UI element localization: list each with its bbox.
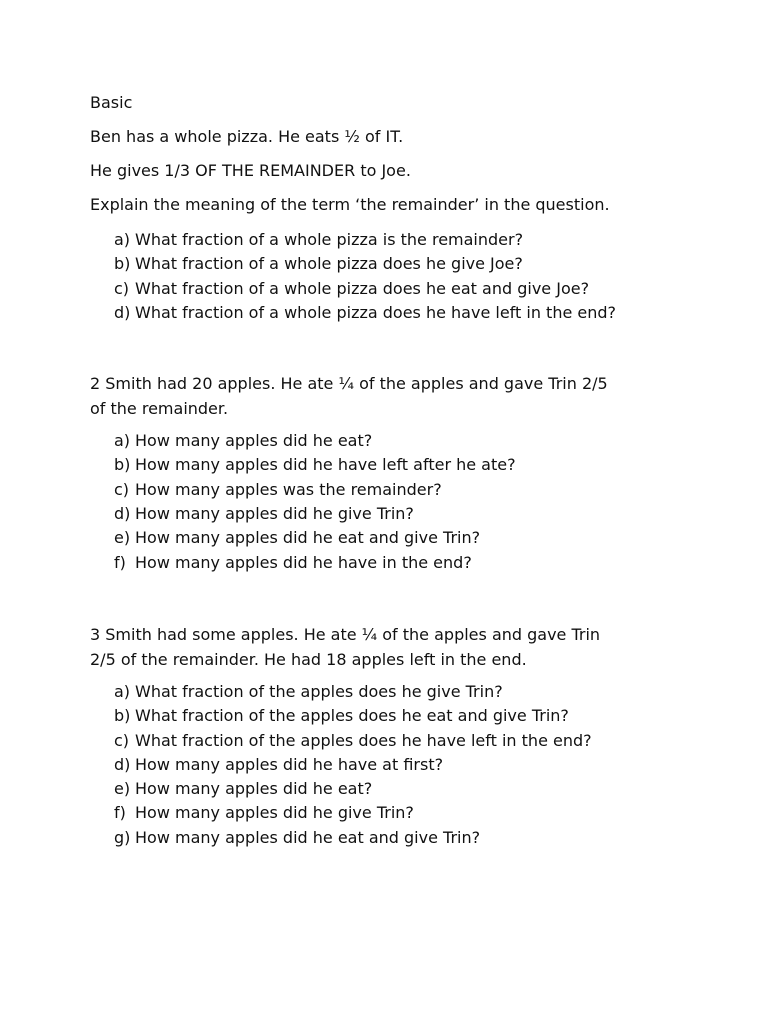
list-item-text: How many apples did he eat and give Trin?	[135, 827, 481, 847]
list-marker: b)	[114, 254, 131, 274]
list-item	[114, 801, 730, 825]
q2-subquestion-list	[90, 429, 730, 575]
list-item	[114, 252, 730, 276]
list-marker: c)	[114, 730, 130, 750]
q3-statement-line-1: 3 Smith had some apples. He ate ¼ of the apples and gave Trin	[90, 624, 601, 644]
list-item	[114, 729, 730, 753]
list-marker: f)	[114, 552, 126, 572]
list-item	[114, 453, 730, 477]
list-item	[114, 753, 730, 777]
q1-statement-line-1: Ben has a whole pizza. He eats ½ of IT.	[90, 127, 404, 146]
list-item	[114, 680, 730, 704]
list-item-text: What fraction of a whole pizza does he give Joe?	[135, 254, 523, 274]
list-marker: a)	[114, 431, 131, 451]
worksheet-page	[90, 92, 730, 850]
list-marker: b)	[114, 455, 131, 475]
list-item	[114, 526, 730, 550]
list-item	[114, 478, 730, 502]
list-marker: e)	[114, 779, 131, 799]
q2-statement-line-2: of the remainder.	[90, 399, 229, 419]
q1-subquestion-list	[90, 228, 730, 325]
section-title: Basic	[90, 93, 133, 112]
q3-statement-line-2: 2/5 of the remainder. He had 18 apples left in the end.	[90, 649, 527, 669]
list-marker: c)	[114, 278, 130, 298]
list-item-text: How many apples did he have left after he ate?	[135, 455, 516, 475]
list-marker: c)	[114, 479, 130, 499]
q3-statement	[90, 622, 730, 672]
list-marker: a)	[114, 681, 131, 701]
list-marker: d)	[114, 302, 131, 322]
list-marker: g)	[114, 827, 131, 847]
list-item-text: What fraction of a whole pizza does he eat and give Joe?	[135, 278, 590, 298]
list-marker: b)	[114, 706, 131, 726]
list-item-text: What fraction of a whole pizza is the remainder?	[135, 230, 524, 249]
list-item-text: How many apples was the remainder?	[135, 479, 442, 499]
q3-subquestion-list	[90, 680, 730, 850]
q1-instruction: Explain the meaning of the term ‘the remainder’ in the question.	[90, 195, 610, 214]
list-item-text: How many apples did he eat and give Trin?	[135, 528, 481, 548]
list-item	[114, 277, 730, 301]
list-marker: f)	[114, 803, 126, 823]
list-marker: e)	[114, 528, 131, 548]
list-marker: a)	[114, 230, 131, 249]
list-marker: d)	[114, 754, 131, 774]
list-item	[114, 777, 730, 801]
list-item	[114, 704, 730, 728]
list-item	[114, 502, 730, 526]
list-item-text: How many apples did he have at first?	[135, 754, 444, 774]
list-item-text: How many apples did he eat?	[135, 779, 373, 799]
list-item	[114, 551, 730, 575]
list-item-text: How many apples did he give Trin?	[135, 504, 414, 524]
q2-statement	[90, 371, 730, 421]
list-item-text: How many apples did he have in the end?	[135, 552, 472, 572]
q1-statement-line-2: He gives 1/3 OF THE REMAINDER to Joe.	[90, 161, 411, 180]
q2-statement-line-1: 2 Smith had 20 apples. He ate ¼ of the apples and gave Trin 2/5	[90, 374, 608, 394]
list-item	[114, 826, 730, 850]
spacer	[90, 325, 730, 371]
list-item-text: What fraction of the apples does he give Trin?	[135, 681, 503, 701]
list-item	[114, 228, 730, 252]
list-item	[114, 429, 730, 453]
list-marker: d)	[114, 504, 131, 524]
list-item-text: What fraction of the apples does he eat and give Trin?	[135, 706, 569, 726]
list-item-text: What fraction of the apples does he have left in the end?	[135, 730, 592, 750]
list-item-text: How many apples did he eat?	[135, 431, 373, 451]
list-item-text: What fraction of a whole pizza does he have left in the end?	[135, 302, 617, 322]
list-item-text: How many apples did he give Trin?	[135, 803, 414, 823]
list-item	[114, 301, 730, 325]
spacer	[90, 575, 730, 622]
